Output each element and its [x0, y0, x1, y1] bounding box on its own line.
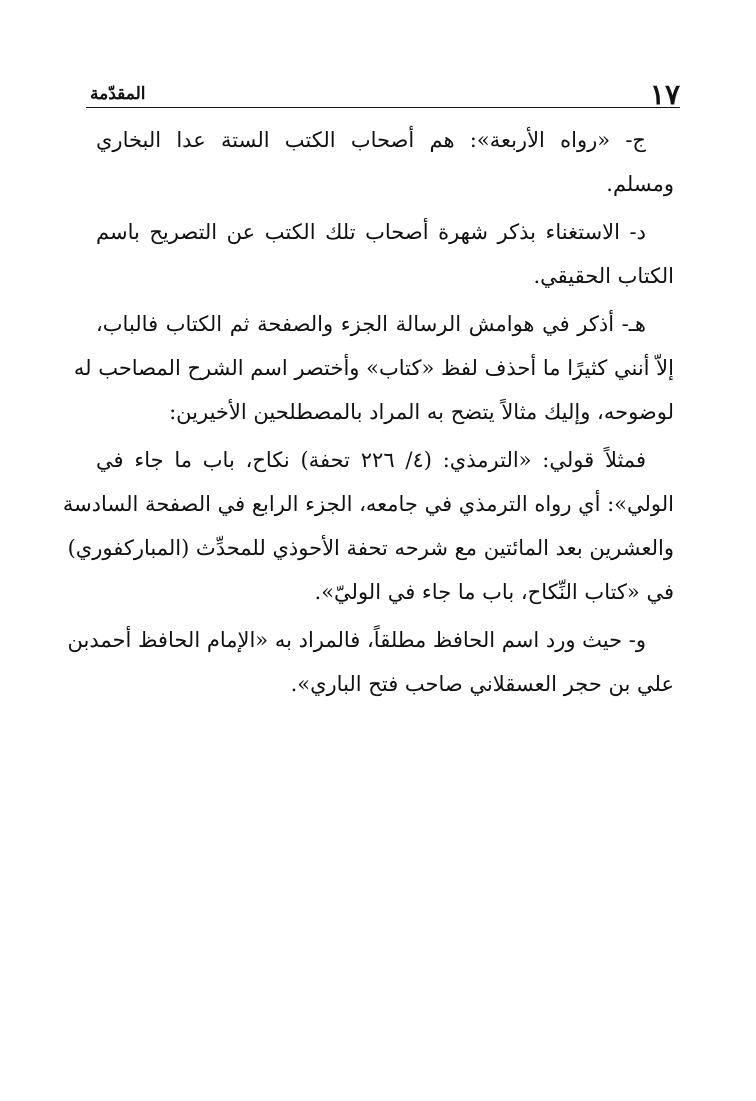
- text-line: إلاّ أنني كثيرًا ما أحذف لفظ «كتاب» وأختصر اسم الشرح المصاحب له: [73, 356, 674, 380]
- page-header: [86, 80, 680, 112]
- text-line: هـ- أذكر في هوامش الرسالة الجزء والصفحة ثم الكتاب فالباب،: [96, 312, 646, 336]
- running-title: المقدّمة: [90, 84, 146, 104]
- text-line: فمثلاً قولي: «الترمذي: (٤/ ٢٢٦ تحفة) نكاح، باب ما جاء في: [96, 448, 646, 472]
- paragraph-ha: [73, 302, 674, 434]
- text-line: الكتاب الحقيقي.: [533, 264, 674, 288]
- text-line: والعشرين بعد المائتين مع شرحه تحفة الأحوذي للمحدِّث (المباركفوري): [67, 536, 674, 560]
- body-text: [62, 118, 674, 710]
- header-rule: [86, 107, 680, 108]
- paragraph-waw: [67, 618, 674, 706]
- text-line: د- الاستغناء بذكر شهرة أصحاب تلك الكتب عن التصريح باسم: [96, 220, 646, 244]
- paragraph-jim: [96, 118, 674, 206]
- paragraph-example: [62, 438, 674, 614]
- page-number: ١٧: [649, 78, 680, 111]
- text-line: في «كتاب النِّكاح، باب ما جاء في الوليّ».: [314, 580, 674, 604]
- text-line: و- حيث ورد اسم الحافظ مطلقاً، فالمراد به «الإمام الحافظ أحمدبن: [67, 628, 646, 652]
- text-line: لوضوحه، وإليك مثالاً يتضح به المراد بالمصطلحين الأخيرين:: [169, 400, 674, 424]
- text-line: علي بن حجر العسقلاني صاحب فتح الباري».: [290, 672, 674, 696]
- text-line: ومسلم.: [606, 172, 674, 196]
- text-line: الولي»: أي رواه الترمذي في جامعه، الجزء الرابع في الصفحة السادسة: [62, 492, 674, 516]
- text-line: ج- «رواه الأربعة»: هم أصحاب الكتب الستة عدا البخاري: [96, 128, 646, 152]
- paragraph-dal: [96, 210, 674, 298]
